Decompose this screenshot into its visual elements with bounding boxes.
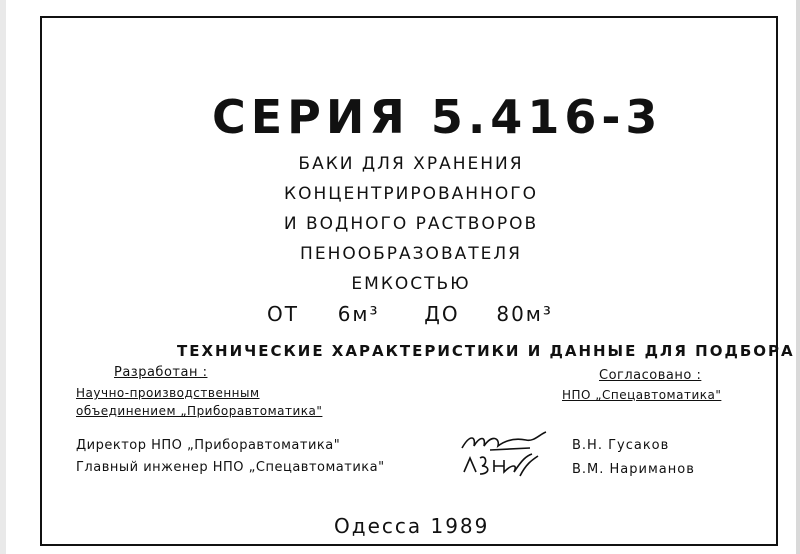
capacity-to: ДО bbox=[424, 302, 460, 326]
title-line-2: КОНЦЕНТРИРОВАННОГО bbox=[284, 184, 538, 204]
agreed-heading: Согласовано : bbox=[599, 368, 702, 383]
document-frame bbox=[40, 16, 795, 546]
subtitle: ТЕХНИЧЕСКИЕ ХАРАКТЕРИСТИКИ И ДАННЫЕ ДЛЯ ПОДБОРА bbox=[177, 342, 795, 360]
footer-city-year: Одесса 1989 bbox=[334, 514, 490, 538]
series-title: СЕРИЯ 5.416-3 bbox=[212, 90, 663, 144]
scan-edge-right bbox=[796, 0, 800, 554]
signatory-position-1: Директор НПО „Приборавтоматика" bbox=[76, 438, 341, 453]
capacity-from: ОТ bbox=[267, 302, 299, 326]
title-line-1: БАКИ ДЛЯ ХРАНЕНИЯ bbox=[298, 154, 524, 174]
agreed-line-1: НПО „Спецавтоматика" bbox=[562, 388, 722, 402]
capacity-line bbox=[267, 302, 553, 326]
signatory-name-1: В.Н. Гусаков bbox=[572, 438, 670, 453]
signature-2 bbox=[462, 450, 542, 480]
scan-edge-left bbox=[0, 0, 6, 554]
capacity-max: 80м³ bbox=[496, 302, 553, 326]
signatory-position-2: Главный инженер НПО „Спецавтоматика" bbox=[76, 460, 385, 475]
developed-line-1: Научно-производственным bbox=[76, 386, 260, 400]
title-line-4: ПЕНООБРАЗОВАТЕЛЯ bbox=[300, 244, 522, 264]
capacity-min: 6м³ bbox=[337, 302, 380, 326]
developed-heading: Разработан : bbox=[114, 365, 208, 380]
title-line-5: ЕМКОСТЬЮ bbox=[351, 274, 471, 294]
title-line-3: И ВОДНОГО РАСТВОРОВ bbox=[283, 214, 539, 234]
signatory-name-2: В.М. Нариманов bbox=[572, 462, 695, 477]
developed-line-2: объединением „Приборавтоматика" bbox=[76, 404, 323, 418]
